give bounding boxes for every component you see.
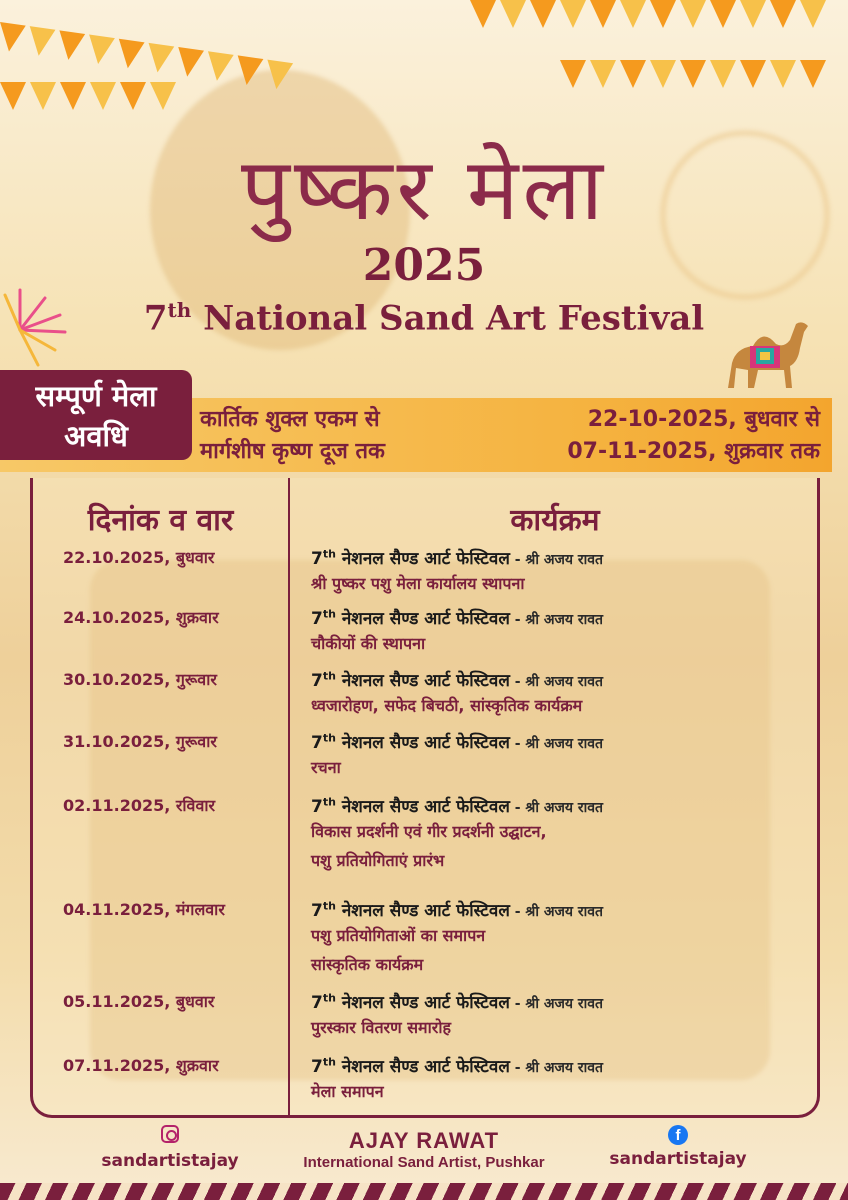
row-program bbox=[311, 898, 811, 979]
bunting-flag bbox=[800, 60, 826, 88]
bunting-flag bbox=[590, 0, 616, 28]
bunting-flag bbox=[560, 0, 586, 28]
facebook-handle: sandartistajay bbox=[609, 1149, 747, 1169]
instagram-handle: sandartistajay bbox=[101, 1151, 239, 1171]
bunting-flag bbox=[650, 0, 676, 28]
artist-credit bbox=[274, 1128, 574, 1171]
bunting-flag bbox=[470, 0, 496, 28]
program-desc: पशु प्रतियोगिताएं प्रारंभ bbox=[311, 851, 445, 870]
row-date: 24.10.2025, शुक्रवार bbox=[63, 608, 219, 627]
bunting-flag bbox=[560, 60, 586, 88]
bunting-flag bbox=[120, 82, 146, 110]
bunting-left-lower bbox=[0, 82, 180, 110]
subtitle-text: National Sand Art Festival bbox=[203, 298, 705, 339]
program-ordinal-suffix: th bbox=[322, 991, 336, 1005]
program-artist: - श्री अजय रावत bbox=[509, 674, 604, 690]
program-desc: रचना bbox=[311, 758, 341, 777]
program-desc: चौकीयों की स्थापना bbox=[311, 634, 426, 653]
row-program bbox=[311, 990, 811, 1042]
festival-year: 2025 bbox=[362, 240, 486, 291]
duration-end bbox=[200, 436, 820, 468]
bunting-flag bbox=[90, 82, 116, 110]
program-artist: - श्री अजय रावत bbox=[509, 904, 604, 920]
row-date: 31.10.2025, गुरूवार bbox=[63, 732, 217, 751]
bottom-stripe bbox=[0, 1183, 848, 1200]
program-ordinal: 7 bbox=[311, 549, 323, 569]
program-ordinal-suffix: th bbox=[322, 899, 336, 913]
program-desc: सांस्कृतिक कार्यक्रम bbox=[311, 955, 424, 974]
bunting-flag bbox=[650, 60, 676, 88]
bunting-flag bbox=[56, 30, 86, 61]
column-divider bbox=[288, 478, 290, 1115]
bunting-flag bbox=[620, 0, 646, 28]
row-program bbox=[311, 1054, 811, 1106]
bunting-flag bbox=[204, 51, 234, 82]
program-desc: पशु प्रतियोगिताओं का समापन bbox=[311, 926, 486, 945]
row-date: 05.11.2025, बुधवार bbox=[63, 992, 215, 1011]
bunting-flag bbox=[770, 60, 796, 88]
program-ordinal: 7 bbox=[311, 733, 323, 753]
bunting-flag bbox=[26, 26, 56, 57]
program-desc: पुरस्कार वितरण समारोह bbox=[311, 1018, 451, 1037]
program-ordinal-suffix: th bbox=[322, 547, 336, 561]
end-lunar-date: मार्गशीष कृष्ण दूज तक bbox=[200, 439, 385, 464]
row-program bbox=[311, 730, 811, 782]
program-title bbox=[311, 730, 811, 753]
bunting-flag bbox=[263, 60, 293, 91]
program-ordinal-suffix: th bbox=[322, 795, 336, 809]
program-artist: - श्री अजय रावत bbox=[509, 736, 604, 752]
program-ordinal-suffix: th bbox=[322, 731, 336, 745]
program-artist: - श्री अजय रावत bbox=[509, 800, 604, 816]
program-name: नेशनल सैण्ड आर्ट फेस्टिवल bbox=[335, 609, 510, 629]
program-ordinal-suffix: th bbox=[322, 669, 336, 683]
bunting-flag bbox=[115, 39, 145, 70]
program-ordinal: 7 bbox=[311, 993, 323, 1013]
start-date: 22-10-2025, बुधवार से bbox=[587, 407, 820, 432]
bunting-flag bbox=[680, 0, 706, 28]
footer bbox=[0, 1125, 848, 1175]
bunting-flag bbox=[0, 82, 26, 110]
program-artist: - श्री अजय रावत bbox=[509, 552, 604, 568]
program-artist: - श्री अजय रावत bbox=[509, 1060, 604, 1076]
start-lunar-date: कार्तिक शुक्ल एकम से bbox=[200, 407, 380, 432]
bunting-flag bbox=[150, 82, 176, 110]
program-desc: मेला समापन bbox=[311, 1082, 384, 1101]
bunting-flag bbox=[770, 0, 796, 28]
artist-name: AJAY RAWAT bbox=[348, 1128, 500, 1153]
program-name: नेशनल सैण्ड आर्ट फेस्टिवल bbox=[335, 733, 510, 753]
program-name: नेशनल सैण्ड आर्ट फेस्टिवल bbox=[335, 671, 510, 691]
row-program bbox=[311, 546, 811, 598]
bunting-flag bbox=[500, 0, 526, 28]
bunting-right bbox=[470, 0, 830, 28]
schedule-table bbox=[30, 478, 820, 1118]
program-ordinal: 7 bbox=[311, 609, 323, 629]
festival-title: पुष्कर मेला bbox=[240, 140, 608, 240]
program-ordinal: 7 bbox=[311, 671, 323, 691]
bunting-flag bbox=[710, 0, 736, 28]
program-desc: ध्वजारोहण, सफेद बिचठी, सांस्कृतिक कार्यक्रम bbox=[311, 696, 583, 715]
program-title bbox=[311, 606, 811, 629]
program-title bbox=[311, 794, 811, 817]
row-program bbox=[311, 668, 811, 720]
program-ordinal-suffix: th bbox=[322, 607, 336, 621]
program-ordinal-suffix: th bbox=[322, 1055, 336, 1069]
program-desc: श्री पुष्कर पशु मेला कार्यालय स्थापना bbox=[311, 574, 525, 593]
row-date: 30.10.2025, गुरूवार bbox=[63, 670, 217, 689]
bunting-flag bbox=[234, 55, 264, 86]
subtitle-ordinal: 7 bbox=[143, 298, 168, 339]
bunting-flag bbox=[620, 60, 646, 88]
bunting-flag bbox=[740, 60, 766, 88]
bunting-flag bbox=[740, 0, 766, 28]
instagram-link[interactable] bbox=[80, 1125, 260, 1171]
program-artist: - श्री अजय रावत bbox=[509, 996, 604, 1012]
subtitle-ordinal-suffix: th bbox=[167, 298, 192, 322]
header-date: दिनांक व वार bbox=[87, 503, 234, 538]
program-name: नेशनल सैण्ड आर्ट फेस्टिवल bbox=[335, 549, 510, 569]
program-name: नेशनल सैण्ड आर्ट फेस्टिवल bbox=[335, 797, 510, 817]
duration-text bbox=[200, 404, 820, 468]
facebook-link[interactable] bbox=[588, 1125, 768, 1169]
program-desc: विकास प्रदर्शनी एवं गीर प्रदर्शनी उद्घाटन, bbox=[311, 822, 547, 841]
bunting-flag bbox=[145, 43, 175, 74]
row-program bbox=[311, 606, 811, 658]
program-ordinal: 7 bbox=[311, 901, 323, 921]
bunting-flag bbox=[680, 60, 706, 88]
duration-tag bbox=[0, 370, 192, 460]
row-date: 02.11.2025, रविवार bbox=[63, 796, 216, 815]
bunting-flag bbox=[60, 82, 86, 110]
program-title bbox=[311, 990, 811, 1013]
program-name: नेशनल सैण्ड आर्ट फेस्टिवल bbox=[335, 901, 510, 921]
row-program bbox=[311, 794, 811, 875]
program-name: नेशनल सैण्ड आर्ट फेस्टिवल bbox=[335, 993, 510, 1013]
artist-role: International Sand Artist, Pushkar bbox=[303, 1154, 545, 1171]
program-title bbox=[311, 546, 811, 569]
row-date: 07.11.2025, शुक्रवार bbox=[63, 1056, 219, 1075]
facebook-icon: f bbox=[668, 1125, 688, 1145]
bunting-flag bbox=[710, 60, 736, 88]
bunting-flag bbox=[800, 0, 826, 28]
row-date: 22.10.2025, बुधवार bbox=[63, 548, 215, 567]
header-program: कार्यक्रम bbox=[510, 503, 600, 538]
duration-start bbox=[200, 404, 820, 436]
duration-tag-line2: अवधि bbox=[64, 419, 128, 453]
program-ordinal: 7 bbox=[311, 1057, 323, 1077]
program-title bbox=[311, 1054, 811, 1077]
camel-icon bbox=[718, 318, 818, 398]
bunting-right-lower bbox=[560, 60, 830, 88]
bunting-flag bbox=[530, 0, 556, 28]
program-title bbox=[311, 668, 811, 691]
end-date: 07-11-2025, शुक्रवार तक bbox=[567, 439, 820, 464]
instagram-icon bbox=[161, 1125, 179, 1143]
row-date: 04.11.2025, मंगलवार bbox=[63, 900, 225, 919]
program-artist: - श्री अजय रावत bbox=[509, 612, 604, 628]
program-ordinal: 7 bbox=[311, 797, 323, 817]
bunting-flag bbox=[174, 47, 204, 78]
duration-tag-line1: सम्पूर्ण मेला bbox=[35, 379, 157, 413]
program-name: नेशनल सैण्ड आर्ट फेस्टिवल bbox=[335, 1057, 510, 1077]
bunting-flag bbox=[590, 60, 616, 88]
bunting-flag bbox=[85, 35, 115, 66]
program-title bbox=[311, 898, 811, 921]
bunting-flag bbox=[30, 82, 56, 110]
bunting-flag bbox=[0, 22, 26, 53]
